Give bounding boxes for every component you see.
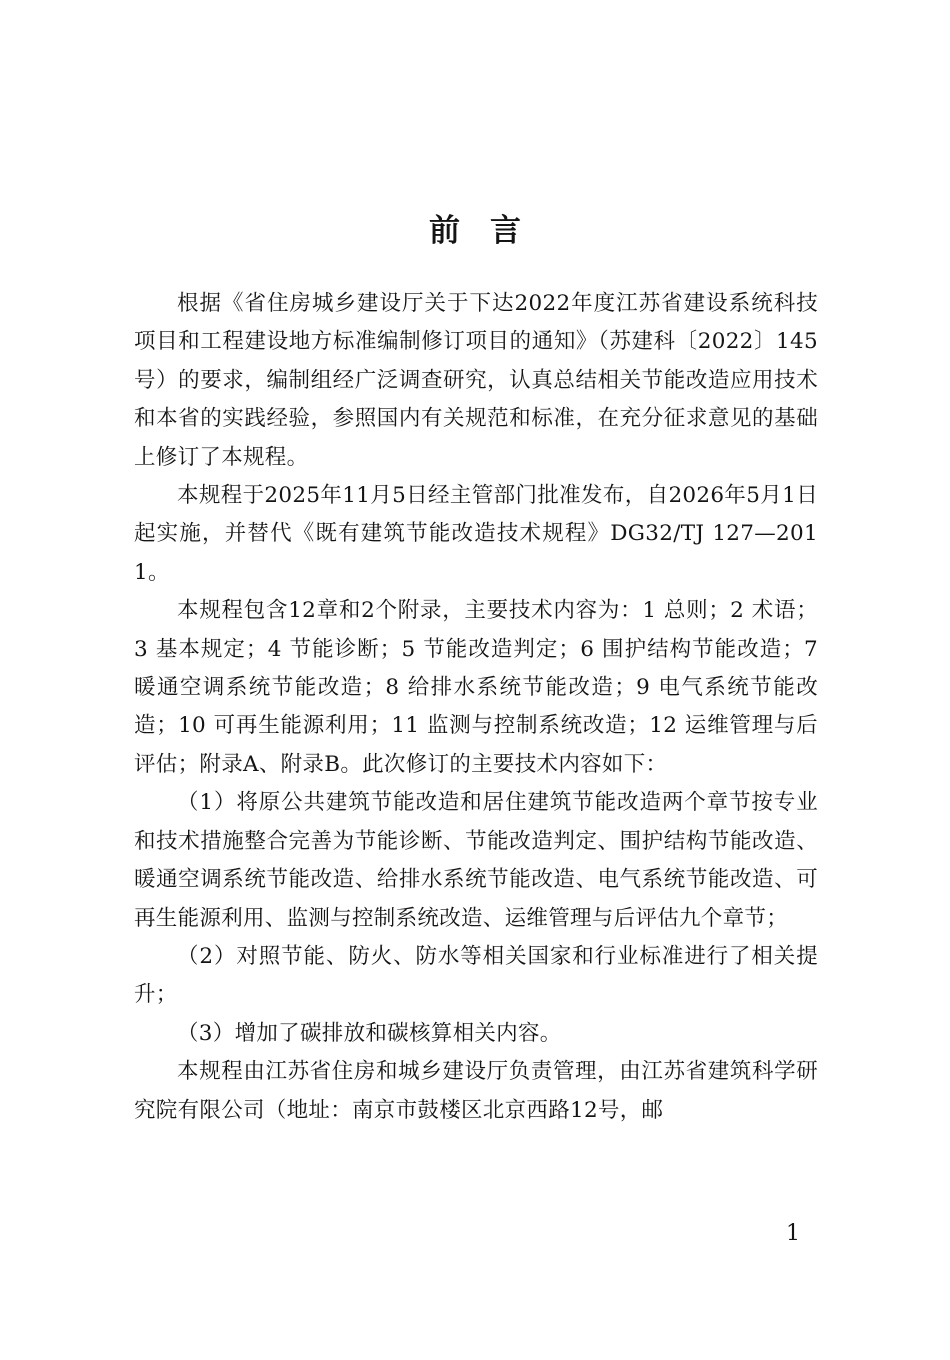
document-body: [134, 285, 818, 1130]
paragraph-revision-1: （1）将原公共建筑节能改造和居住建筑节能改造两个章节按专业和技术措施整合完善为节能诊断、节能改造判定、围护结构节能改造、暖通空调系统节能改造、给排水系统节能改造、电气系统节能改造、可再生能源利用、监测与控制系统改造、运维管理与后评估九个章节；: [134, 790, 818, 931]
page-number: 1: [786, 1221, 800, 1246]
paragraph-contents: 本规程包含12章和2个附录，主要技术内容为：1 总则；2 术语；3 基本规定；4 节能诊断；5 节能改造判定；6 围护结构节能改造；7 暖通空调系统节能改造；8 给排水系统节能改造；9 电气系统节能改造；10 可再生能源利用；11 监测与控制系统改造；12 运维管理与后评估；附录A、附录B。此次修订的主要技术内容如下：: [134, 598, 818, 777]
paragraph-management: 本规程由江苏省住房和城乡建设厅负责管理，由江苏省建筑科学研究院有限公司（地址：南京市鼓楼区北京西路12号，邮: [134, 1059, 818, 1123]
paragraph-revision-3: （3）增加了碳排放和碳核算相关内容。: [177, 1020, 562, 1046]
paragraph-revision-2: （2）对照节能、防火、防水等相关国家和行业标准进行了相关提升；: [134, 943, 818, 1008]
page-title: 前言: [429, 213, 551, 249]
paragraph-basis: 根据《省住房城乡建设厅关于下达2022年度江苏省建设系统科技项目和工程建设地方标准编制修订项目的通知》（苏建科〔2022〕145号）的要求，编制组经广泛调查研究，认真总结相关节能改造应用技术和本省的实践经验，参照国内有关规范和标准，在充分征求意见的基础上修订了本规程。: [134, 291, 818, 470]
paragraph-effective-date: 本规程于2025年11月5日经主管部门批准发布，自2026年5月1日起实施，并替代《既有建筑节能改造技术规程》DG32/TJ 127—2011。: [134, 483, 818, 585]
